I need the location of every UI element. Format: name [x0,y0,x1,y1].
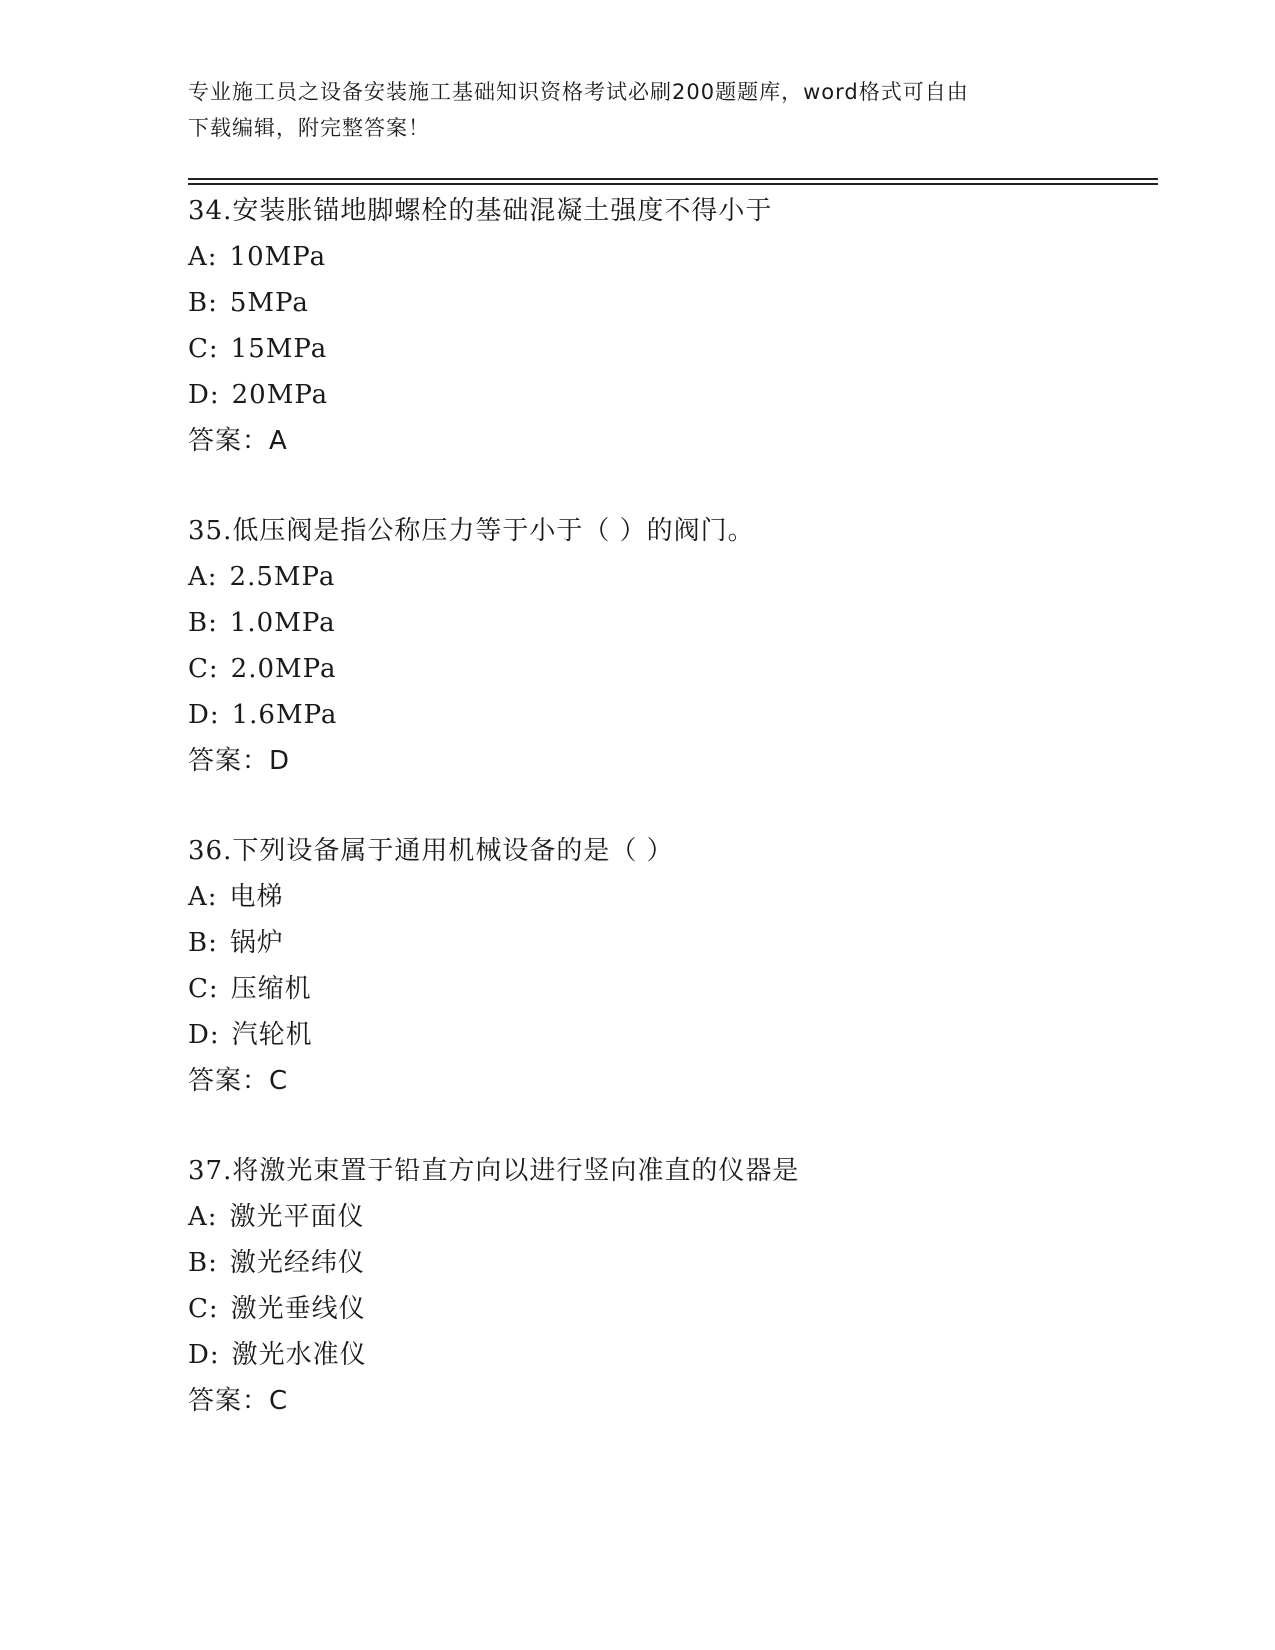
option-letter: C [188,974,209,1004]
option-letter: A [188,562,208,592]
option-text: 锅炉 [229,928,284,958]
option-b [188,1240,1148,1286]
option-separator: : [208,1294,219,1324]
option-text: 2.0MPa [230,654,337,684]
option-separator: : [208,608,218,638]
option-text: 5MPa [229,288,309,318]
option-letter: C [188,1294,209,1324]
option-d [188,1012,1148,1058]
option-separator: : [208,334,219,364]
option-d [188,1332,1148,1378]
option-letter: B [188,608,209,638]
option-text: 激光垂线仪 [230,1294,366,1324]
option-d [188,372,1148,418]
option-b [188,920,1148,966]
option-letter: D [188,700,210,730]
answer-line: 答案：A [188,426,288,456]
option-letter: C [188,654,209,684]
option-c [188,966,1148,1012]
option-separator: : [208,654,219,684]
option-letter: D [188,1020,210,1050]
option-separator: : [209,1340,220,1370]
option-separator: : [207,242,218,272]
option-separator: : [209,1020,220,1050]
answer-line: 答案：C [188,1066,289,1096]
question-stem: 35.低压阀是指公称压力等于小于（ ）的阀门。 [188,516,755,546]
option-b [188,600,1148,646]
option-separator: : [208,928,218,958]
answer-line: 答案：D [188,746,291,776]
option-text: 激光水准仪 [231,1340,367,1370]
option-text: 1.0MPa [229,608,336,638]
option-text: 压缩机 [230,974,312,1004]
option-separator: : [209,700,220,730]
header-line-1: 专业施工员之设备安装施工基础知识资格考试必刷200题题库，word格式可自由 [188,80,969,104]
option-letter: A [188,882,208,912]
option-text: 1.6MPa [231,700,338,730]
option-text: 2.5MPa [229,562,336,592]
question-block [188,1148,1148,1424]
question-block [188,828,1148,1104]
option-a [188,874,1148,920]
option-separator: : [209,380,220,410]
question-stem: 37.将激光束置于铅直方向以进行竖向准直的仪器是 [188,1156,800,1186]
option-letter: B [188,928,209,958]
option-text: 15MPa [230,334,328,364]
option-c [188,646,1148,692]
question-block [188,188,1148,464]
option-letter: B [188,1248,209,1278]
option-text: 电梯 [229,882,284,912]
option-a [188,234,1148,280]
question-stem: 36.下列设备属于通用机械设备的是（ ） [188,836,674,866]
header-line-2: 下载编辑，附完整答案！ [188,116,430,140]
option-text: 10MPa [229,242,327,272]
question-block [188,508,1148,784]
option-letter: A [188,242,208,272]
option-letter: B [188,288,209,318]
header-divider-top [188,178,1158,180]
option-letter: D [188,1340,210,1370]
option-a [188,1194,1148,1240]
option-separator: : [207,882,218,912]
option-c [188,326,1148,372]
option-text: 20MPa [231,380,329,410]
option-c [188,1286,1148,1332]
header-divider-bottom [188,183,1158,185]
option-letter: A [188,1202,208,1232]
option-d [188,692,1148,738]
question-stem: 34.安装胀锚地脚螺栓的基础混凝土强度不得小于 [188,196,773,226]
option-separator: : [208,288,218,318]
option-separator: : [207,1202,218,1232]
option-a [188,554,1148,600]
option-b [188,280,1148,326]
option-letter: C [188,334,209,364]
answer-line: 答案：C [188,1386,289,1416]
option-text: 汽轮机 [231,1020,313,1050]
document-header [188,74,1068,146]
option-text: 激光经纬仪 [229,1248,365,1278]
option-separator: : [208,974,219,1004]
option-separator: : [207,562,218,592]
option-letter: D [188,380,210,410]
option-separator: : [208,1248,218,1278]
option-text: 激光平面仪 [229,1202,365,1232]
